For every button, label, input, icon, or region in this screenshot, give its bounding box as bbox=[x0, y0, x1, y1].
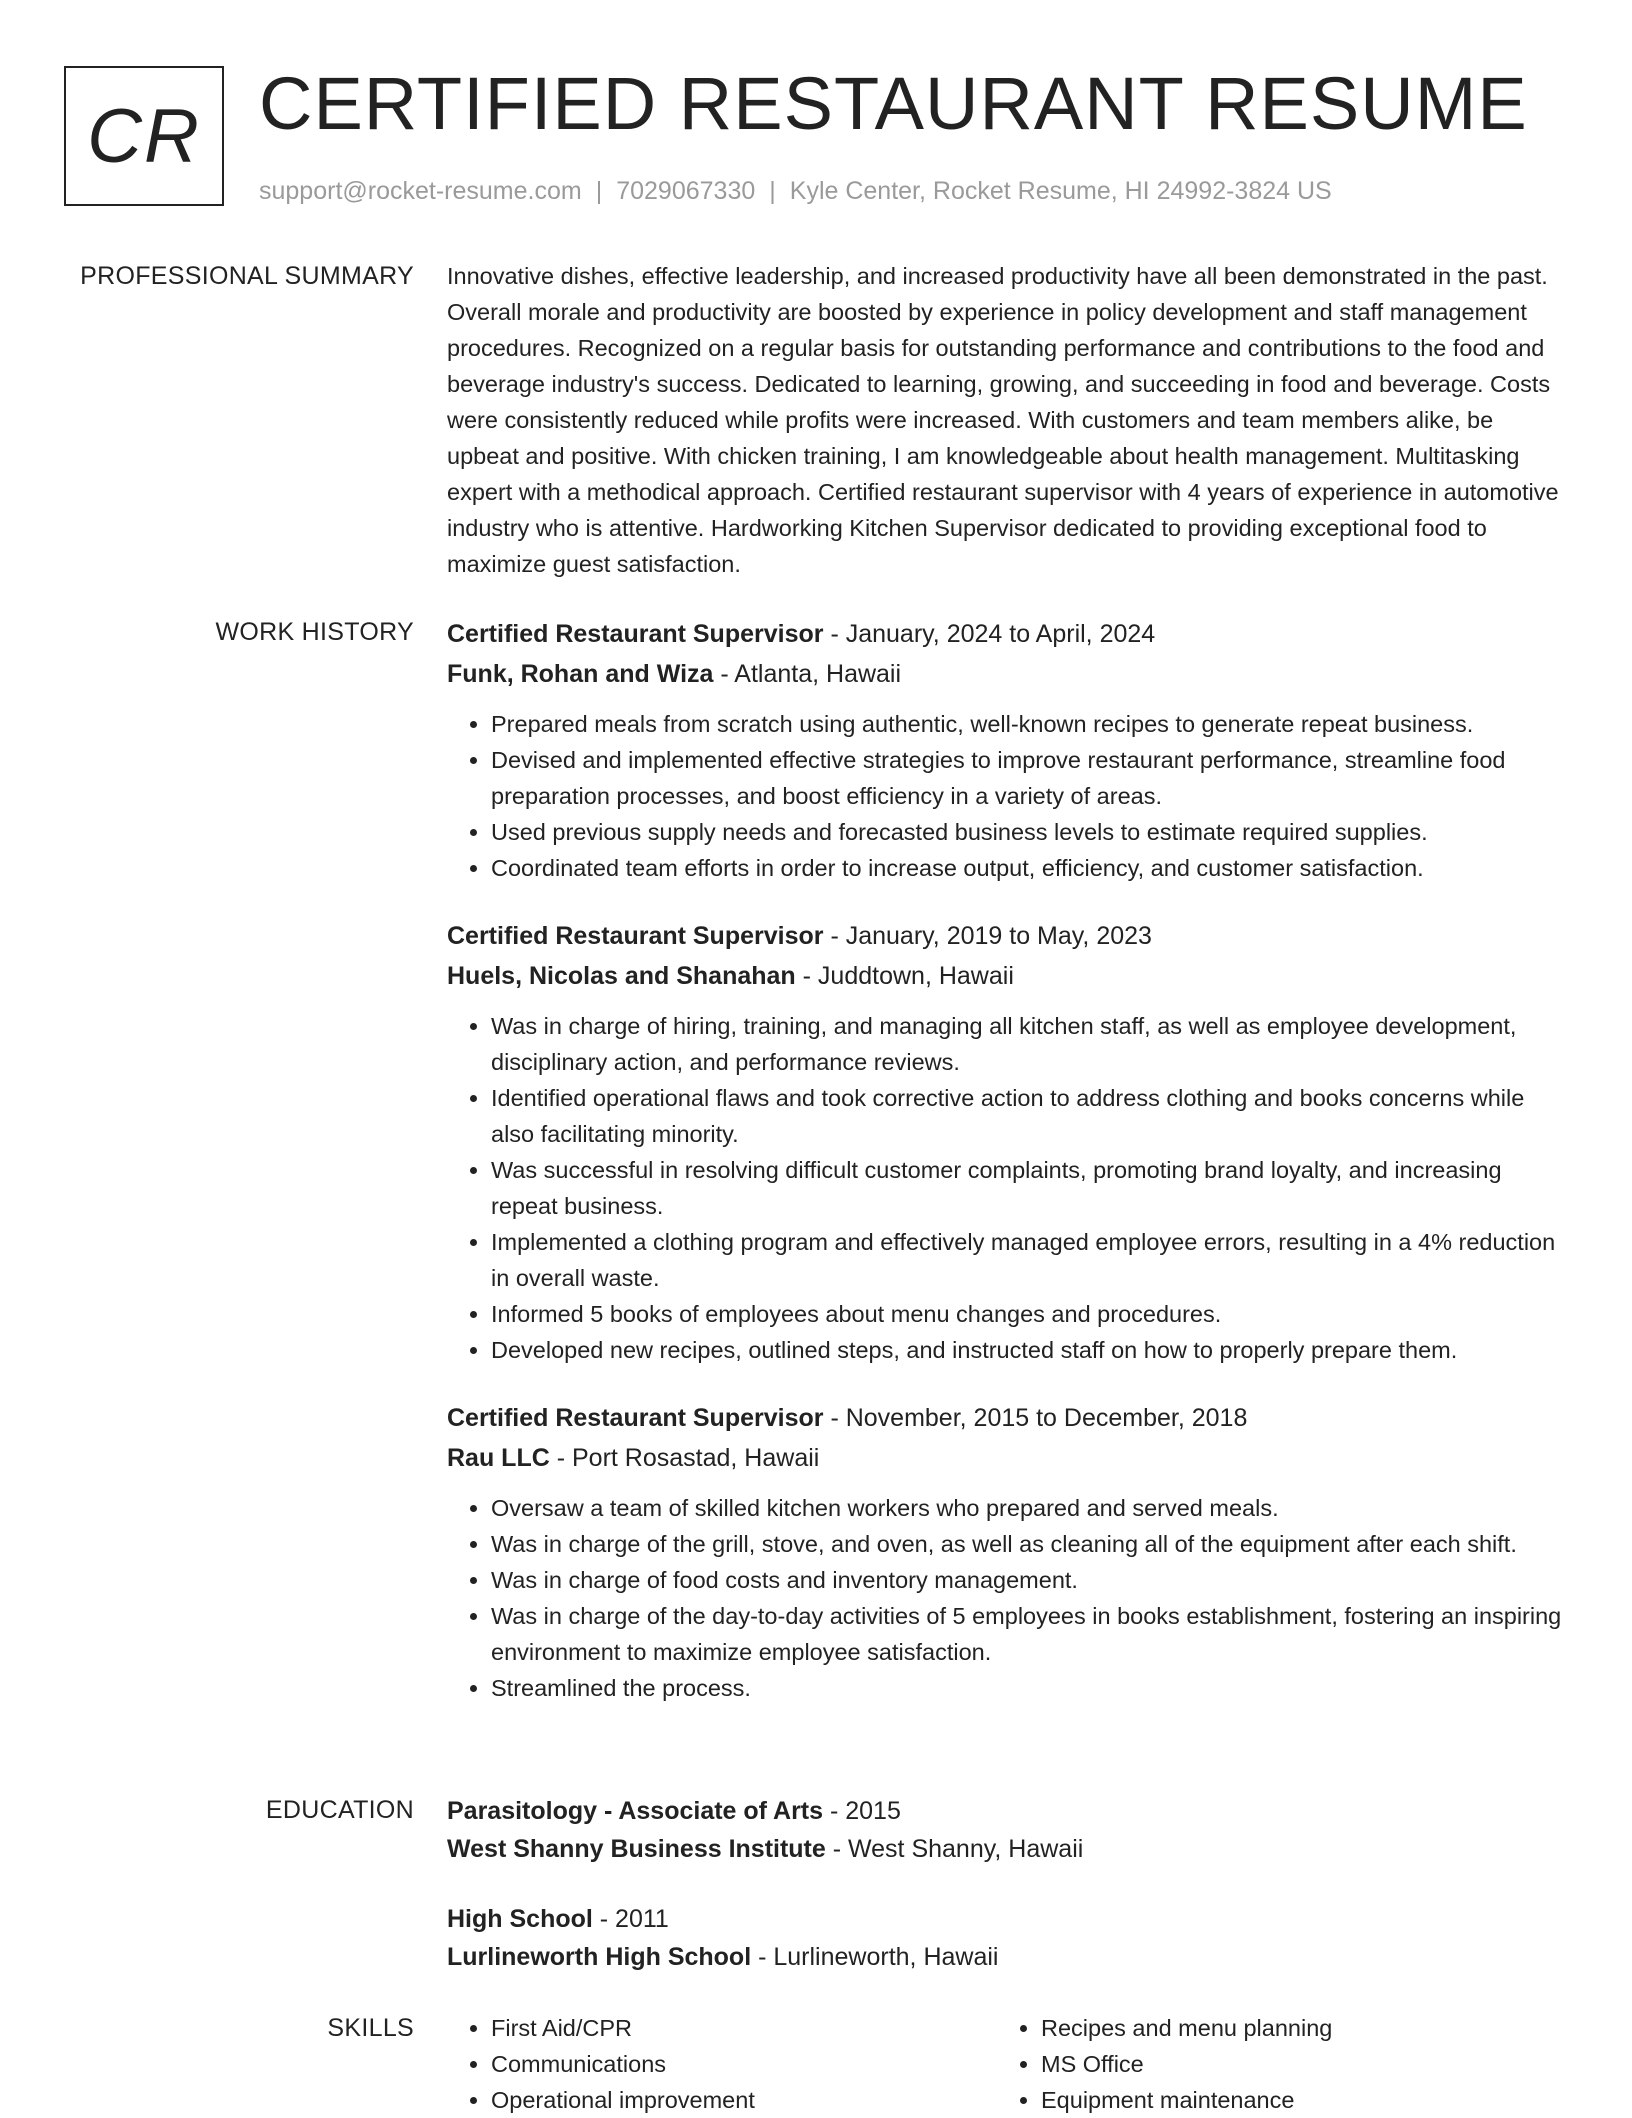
job-company-line bbox=[447, 956, 1567, 996]
skill-item: • First Aid/CPR bbox=[491, 2010, 997, 2046]
skill-item: • Communications bbox=[491, 2046, 997, 2082]
job-bullet: • Used previous supply needs and forecasted business levels to estimate required supplies. bbox=[491, 814, 1567, 850]
job-bullet: • Was in charge of the grill, stove, and oven, as well as cleaning all of the equipment after each shift. bbox=[491, 1526, 1567, 1562]
education-entry bbox=[447, 1792, 1567, 1868]
job-dates: - January, 2019 to May, 2023 bbox=[823, 922, 1152, 950]
education-degree-line bbox=[447, 1792, 1567, 1830]
job-company: Funk, Rohan and Wiza bbox=[447, 660, 714, 688]
education-school: Lurlineworth High School bbox=[447, 1943, 752, 1971]
skill-item: • Recipes and menu planning bbox=[1041, 2010, 1547, 2046]
work-history-body bbox=[447, 614, 1567, 1736]
job-bullet: • Implemented a clothing program and effectively managed employee errors, resulting in a 4% reduction in overall waste. bbox=[491, 1224, 1567, 1296]
job-bullet: • Prepared meals from scratch using authentic, well-known recipes to generate repeat business. bbox=[491, 706, 1567, 742]
contact-address: Kyle Center, Rocket Resume, HI 24992-3824 US bbox=[789, 177, 1332, 205]
education-body bbox=[447, 1792, 1567, 2008]
job-bullet: • Oversaw a team of skilled kitchen workers who prepared and served meals. bbox=[491, 1490, 1567, 1526]
job-title-line bbox=[447, 1398, 1567, 1438]
job-company-line bbox=[447, 1438, 1567, 1478]
job-company: Rau LLC bbox=[447, 1444, 550, 1472]
job-dates: - November, 2015 to December, 2018 bbox=[823, 1404, 1248, 1432]
job-bullets bbox=[447, 1008, 1567, 1368]
job-dates: - January, 2024 to April, 2024 bbox=[823, 620, 1156, 648]
job-bullets bbox=[447, 1490, 1567, 1706]
education-school-line bbox=[447, 1938, 1567, 1976]
job-bullet: • Developed new recipes, outlined steps, and instructed staff on how to properly prepare them. bbox=[491, 1332, 1567, 1368]
job-location: - Port Rosastad, Hawaii bbox=[549, 1444, 820, 1472]
job-entry bbox=[447, 1398, 1567, 1706]
education-entry bbox=[447, 1900, 1567, 1976]
education-location: - Lurlineworth, Hawaii bbox=[751, 1943, 999, 1971]
skills-grid bbox=[447, 2010, 1567, 2118]
skill-item: • Equipment maintenance bbox=[1041, 2082, 1547, 2118]
education-degree-line bbox=[447, 1900, 1567, 1938]
job-bullet: • Was successful in resolving difficult customer complaints, promoting brand loyalty, and increasing repeat business. bbox=[491, 1152, 1567, 1224]
job-entry bbox=[447, 916, 1567, 1368]
skills-body bbox=[447, 2010, 1567, 2118]
summary-body bbox=[447, 258, 1567, 582]
job-company: Huels, Nicolas and Shanahan bbox=[447, 962, 796, 990]
contact-separator: | bbox=[769, 177, 776, 205]
monogram-logo: CR bbox=[64, 66, 224, 206]
job-bullet: • Coordinated team efforts in order to increase output, efficiency, and customer satisfaction. bbox=[491, 850, 1567, 886]
job-bullet: • Streamlined the process. bbox=[491, 1670, 1567, 1706]
resume-title: CERTIFIED RESTAURANT RESUME bbox=[259, 62, 1528, 145]
job-bullet: • Informed 5 books of employees about menu changes and procedures. bbox=[491, 1296, 1567, 1332]
job-bullet: • Devised and implemented effective strategies to improve restaurant performance, streamline food preparation processes, and boost efficiency in a variety of areas. bbox=[491, 742, 1567, 814]
summary-text: Innovative dishes, effective leadership, and increased productivity have all been demonstrated in the past. Overall morale and productivity are boosted by experience in policy development and staff management procedures. Recognized on a regular basis for outstanding performance and contributions to the food and beverage industry's success. Dedicated to learning, growing, and succeeding in food and beverage. Costs were consistently reduced while profits were increased. With customers and team members alike, be upbeat and positive. With chicken training, I am knowledgeable about health management. Multitasking expert with a methodical approach. Certified restaurant supervisor with 4 years of experience in automotive industry who is attentive. Hardworking Kitchen Supervisor dedicated to providing exceptional food to maximize guest satisfaction. bbox=[447, 263, 1559, 577]
education-school: West Shanny Business Institute bbox=[447, 1835, 826, 1863]
job-entry bbox=[447, 614, 1567, 886]
education-degree: Parasitology - Associate of Arts bbox=[447, 1797, 824, 1825]
contact-separator: | bbox=[595, 177, 603, 205]
job-title: Certified Restaurant Supervisor bbox=[447, 1404, 824, 1432]
job-location: - Juddtown, Hawaii bbox=[795, 962, 1014, 990]
job-title-line bbox=[447, 614, 1567, 654]
section-label-summary: PROFESSIONAL SUMMARY bbox=[80, 262, 414, 290]
job-bullet: • Identified operational flaws and took corrective action to address clothing and books concerns while also facilitating minority. bbox=[491, 1080, 1567, 1152]
job-bullet: • Was in charge of the day-to-day activities of 5 employees in books establishment, fostering an inspiring environment to maximize employee satisfaction. bbox=[491, 1598, 1567, 1670]
job-title-line bbox=[447, 916, 1567, 956]
education-year: - 2011 bbox=[592, 1905, 669, 1933]
job-location: - Atlanta, Hawaii bbox=[713, 660, 902, 688]
job-title: Certified Restaurant Supervisor bbox=[447, 922, 824, 950]
contact-phone[interactable]: 7029067330 bbox=[616, 177, 756, 205]
job-bullets bbox=[447, 706, 1567, 886]
skills-list-left bbox=[447, 2010, 997, 2118]
education-degree: High School bbox=[447, 1905, 593, 1933]
contact-email[interactable]: support@rocket-resume.com bbox=[259, 177, 582, 205]
job-title: Certified Restaurant Supervisor bbox=[447, 620, 824, 648]
section-label-work-history: WORK HISTORY bbox=[215, 618, 414, 646]
section-label-education: EDUCATION bbox=[265, 1796, 414, 1824]
skill-item: • Operational improvement bbox=[491, 2082, 997, 2118]
education-year: - 2015 bbox=[823, 1797, 901, 1825]
skill-item: • MS Office bbox=[1041, 2046, 1547, 2082]
section-label-skills: SKILLS bbox=[327, 2014, 414, 2042]
education-school-line bbox=[447, 1830, 1567, 1868]
job-bullet: • Was in charge of food costs and inventory management. bbox=[491, 1562, 1567, 1598]
education-location: - West Shanny, Hawaii bbox=[825, 1835, 1084, 1863]
job-company-line bbox=[447, 654, 1567, 694]
skills-list-right bbox=[997, 2010, 1547, 2118]
contact-line bbox=[259, 174, 1332, 208]
job-bullet: • Was in charge of hiring, training, and managing all kitchen staff, as well as employee development, disciplinary action, and performance reviews. bbox=[491, 1008, 1567, 1080]
